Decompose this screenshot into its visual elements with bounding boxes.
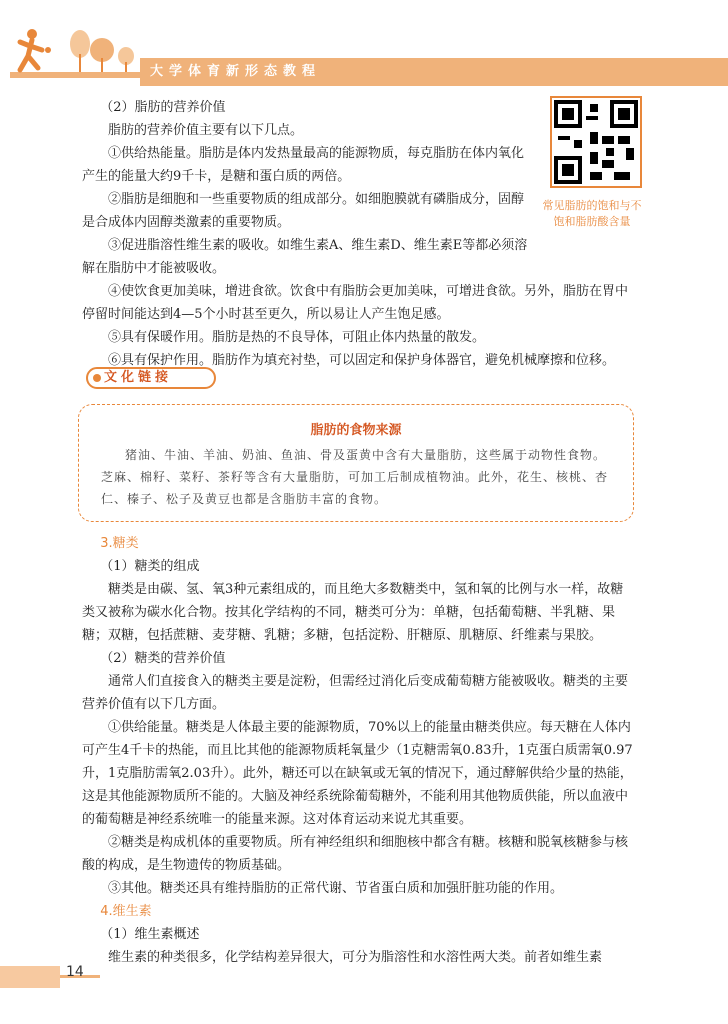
paragraph: ①供给热能量。脂肪是体内发热量最高的能源物质，每克脂肪在体内氧化产生的能量大约9千卡，是糖和蛋白质的两倍。 — [82, 146, 525, 184]
page-number: 14 — [66, 964, 84, 980]
paragraph: ①供给能量。糖类是人体最主要的能源物质，70%以上的能量由糖类供应。每天糖在人体内可产生4千卡的热能，而且比其他的能源物质耗氧量少（1克糖需氧0.83升，1克蛋白质需氧0.97升，1克脂肪需氧2.03升）。此外，糖还可以在缺氧或无氧的情况下，通过酵解供给少量的热能，这是其他能源物质所不能的。大脑及神经系统除葡萄糖外，不能利用其他物质供能，所以血液中的葡萄糖是神经系统唯一的能量来源。这对体育运动来说尤其重要。 — [82, 720, 633, 827]
culture-box — [78, 404, 634, 522]
culture-title: 脂肪的食物来源 — [310, 423, 402, 438]
vitamin-sub1: （1）维生素概述 — [100, 927, 200, 942]
paragraph: ⑥具有保护作用。脂肪作为填充衬垫，可以固定和保护身体器官，避免机械摩擦和位移。 — [108, 353, 616, 368]
paragraph: ③其他。糖类还具有维持脂肪的正常代谢、节省蛋白质和加强肝脏功能的作用。 — [108, 881, 564, 896]
book-title: 大学体育新形态教程 — [150, 64, 322, 79]
paragraph: 糖类是由碳、氢、氧3种元素组成的，而且绝大多数糖类中，氢和氧的比例与水一样，故糖类又被称为碳水化合物。按其化学结构的不同，糖类可分为：单糖，包括葡萄糖、半乳糖、果糖；双糖，包括蔗糖、麦芽糖、乳糖；多糖，包括淀粉、肝糖原、肌糖原、纤维素与果胶。 — [82, 582, 624, 643]
culture-tag-label: 文化链接 — [104, 370, 173, 385]
page-header — [0, 0, 728, 90]
culture-text: 猪油、牛油、羊油、奶油、鱼油、骨及蛋黄中含有大量脂肪，这些属于动物性食物。芝麻、棉籽、菜籽、茶籽等含有大量脂肪，可加工后制成植物油。此外，花生、核桃、杏仁、榛子、松子及黄豆也都是含脂肪丰富的食物。 — [101, 448, 609, 506]
paragraph: 维生素的种类很多，化学结构差异很大，可分为脂溶性和水溶性两大类。前者如维生素 — [108, 950, 603, 965]
paragraph: ③促进脂溶性维生素的吸收。如维生素A、维生素D、维生素E等都必须溶解在脂肪中才能被吸收。 — [82, 238, 528, 276]
vitamin-heading: 4.维生素 — [100, 904, 152, 919]
sugar-sub2: （2）糖类的营养价值 — [100, 651, 226, 666]
athletes-tree-illustration — [10, 20, 150, 86]
footer-band — [0, 966, 60, 988]
paragraph: 通常人们直接食入的糖类主要是淀粉，但需经过消化后变成葡萄糖方能被吸收。糖类的主要营养价值有以下几方面。 — [82, 674, 629, 712]
paragraph: ②脂肪是细胞和一些重要物质的组成部分。如细胞膜就有磷脂成分，固醇是合成体内固醇类激素的重要物质。 — [82, 192, 525, 230]
paragraph: ④使饮食更加美味，增进食欲。饮食中有脂肪会更加美味，可增进食欲。另外，脂肪在胃中停留时间能达到4—5个小时甚至更久，所以易让人产生饱足感。 — [82, 284, 629, 322]
paragraph: 脂肪的营养价值主要有以下几点。 — [108, 123, 304, 138]
paragraph: ⑤具有保暖作用。脂肪是热的不良导体，可阻止体内热量的散发。 — [108, 330, 486, 345]
fat-value-heading: （2）脂肪的营养价值 — [100, 100, 226, 115]
paragraph: ②糖类是构成机体的重要物质。所有神经组织和细胞核中都含有糖。核糖和脱氧核糖参与核酸的构成，是生物遗传的物质基础。 — [82, 835, 629, 873]
sugar-sub1: （1）糖类的组成 — [100, 559, 200, 574]
qr-caption: 常见脂肪的饱和与不饱和脂肪酸含量 — [542, 199, 642, 228]
sugar-vitamin-section — [82, 532, 634, 969]
fat-section — [82, 96, 634, 372]
sugar-heading: 3.糖类 — [100, 536, 139, 551]
